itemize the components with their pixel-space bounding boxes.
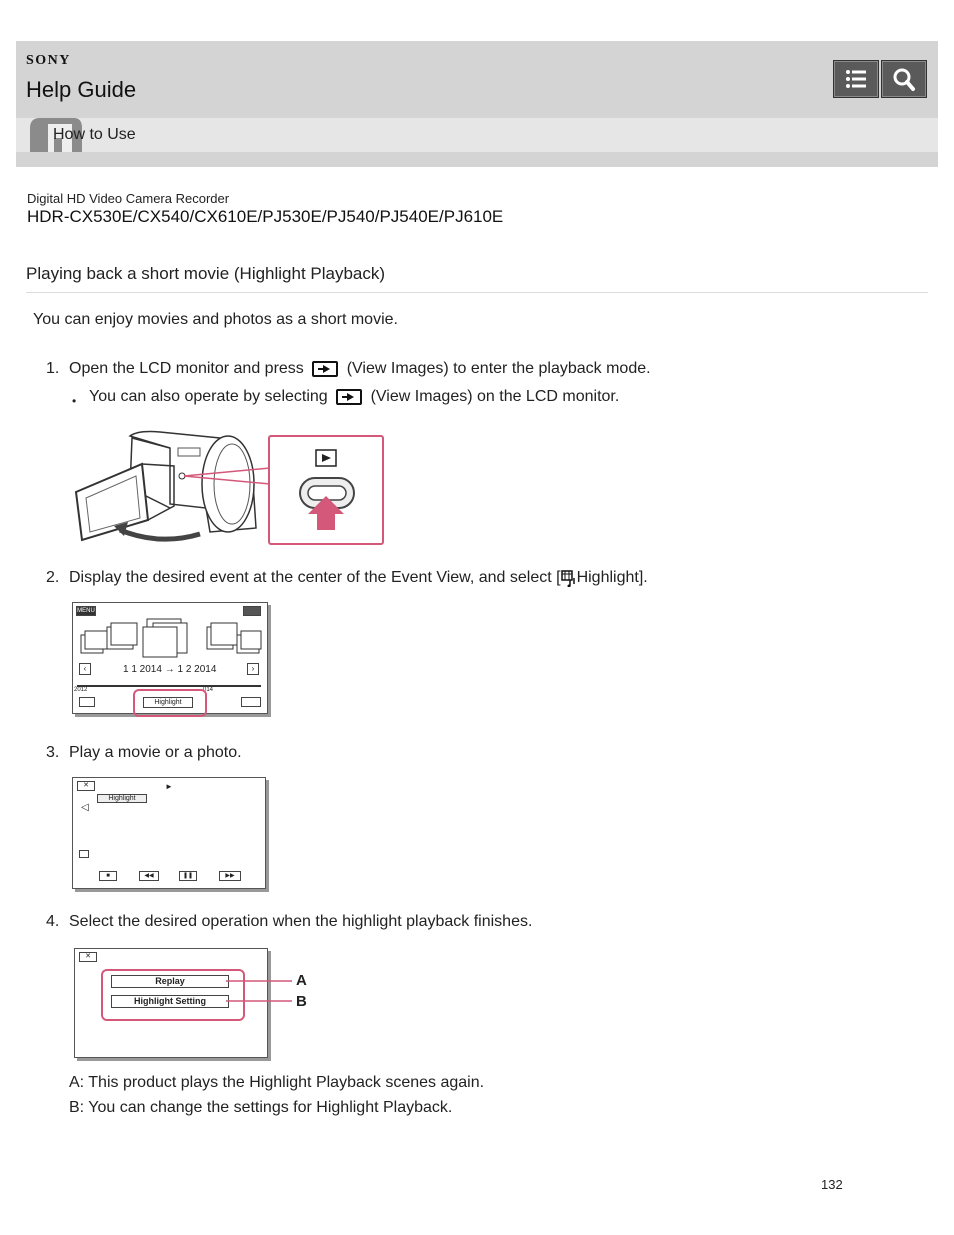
close-icon: ✕ xyxy=(79,952,97,962)
label-a: A xyxy=(296,972,307,989)
highlight-callout xyxy=(133,689,207,717)
view-images-icon xyxy=(336,389,362,405)
highlight-button-lcd: Highlight xyxy=(143,697,193,708)
year-left: 2012 xyxy=(74,687,88,693)
list-icon xyxy=(834,61,878,97)
mode-icon xyxy=(243,606,261,616)
brand-logo: SONY xyxy=(26,53,71,68)
stop-icon: ■ xyxy=(99,871,117,881)
step-3-text: Play a movie or a photo. xyxy=(69,744,242,761)
step-number: 1. xyxy=(46,360,60,377)
bullet-post: (View Images) on the LCD monitor. xyxy=(370,388,620,405)
page-title: Playing back a short movie (Highlight Playback) xyxy=(26,264,386,283)
step-number: 4. xyxy=(46,913,60,930)
header-bar xyxy=(16,41,938,118)
event-view-screen xyxy=(72,602,268,714)
previous-icon: ◀◀ xyxy=(139,871,159,881)
product-category: Digital HD Video Camera Recorder xyxy=(27,191,230,206)
breadcrumb-bar xyxy=(16,118,938,152)
replay-button: Replay xyxy=(111,975,229,988)
menu-button[interactable] xyxy=(833,60,879,98)
product-models: HDR-CX530E/CX540/CX610E/PJ530E/PJ540/PJ540E/PJ610E xyxy=(27,207,504,226)
pause-icon: ❚❚ xyxy=(179,871,197,881)
step-2-text xyxy=(69,569,648,587)
camera-illustration xyxy=(70,428,390,550)
prev-arrow-icon: ‹ xyxy=(79,663,91,675)
play-indicator-icon: ► xyxy=(165,782,173,791)
mode-icon xyxy=(79,850,89,858)
bullet-dot: • xyxy=(72,394,77,408)
callout-lines xyxy=(226,972,296,1012)
step-1-bullet xyxy=(89,388,619,406)
page-number: 132 xyxy=(821,1177,843,1192)
divider xyxy=(26,292,928,293)
playback-icon xyxy=(79,697,95,707)
bullet-pre: You can also operate by selecting xyxy=(89,388,328,405)
menu-button-lcd: MENU xyxy=(77,608,95,614)
volume-icon: ◁ xyxy=(81,802,89,813)
playback-screen xyxy=(72,777,266,889)
timeline-bar xyxy=(77,685,261,687)
search-icon xyxy=(882,61,926,97)
event-thumbnails xyxy=(77,617,263,661)
view-images-icon xyxy=(312,361,338,377)
intro-text: You can enjoy movies and photos as a short movie. xyxy=(33,311,398,328)
next-arrow-icon: › xyxy=(247,663,259,675)
highlight-tag: Highlight xyxy=(97,794,147,803)
step-2-post: Highlight]. xyxy=(576,569,648,587)
step-number: 2. xyxy=(46,569,60,586)
year-right: 014 xyxy=(203,687,214,693)
step-1-text xyxy=(69,360,651,378)
close-icon: ✕ xyxy=(77,781,95,791)
step-number: 3. xyxy=(46,744,60,761)
switch-icon xyxy=(241,697,261,707)
search-button[interactable] xyxy=(881,60,927,98)
date-range: 1 1 2014 → 1 2 2014 xyxy=(123,664,217,675)
next-icon: ▶▶ xyxy=(219,871,241,881)
note-b: B: You can change the settings for Highlight Playback. xyxy=(69,1099,453,1116)
step-1-pre: Open the LCD monitor and press xyxy=(69,360,304,377)
highlight-icon xyxy=(561,569,577,587)
header-bottom-strip xyxy=(16,152,938,167)
step-1-post: (View Images) to enter the playback mode. xyxy=(346,360,651,377)
step-2-pre: Display the desired event at the center of the Event View, and select [ xyxy=(69,569,561,587)
guide-title[interactable]: Help Guide xyxy=(26,77,137,102)
label-b: B xyxy=(296,993,307,1010)
breadcrumb-how-to-use[interactable]: How to Use xyxy=(53,126,136,143)
note-a: A: This product plays the Highlight Playback scenes again. xyxy=(69,1074,485,1091)
highlight-setting-button: Highlight Setting xyxy=(111,995,229,1008)
step-4-text: Select the desired operation when the highlight playback finishes. xyxy=(69,913,533,930)
